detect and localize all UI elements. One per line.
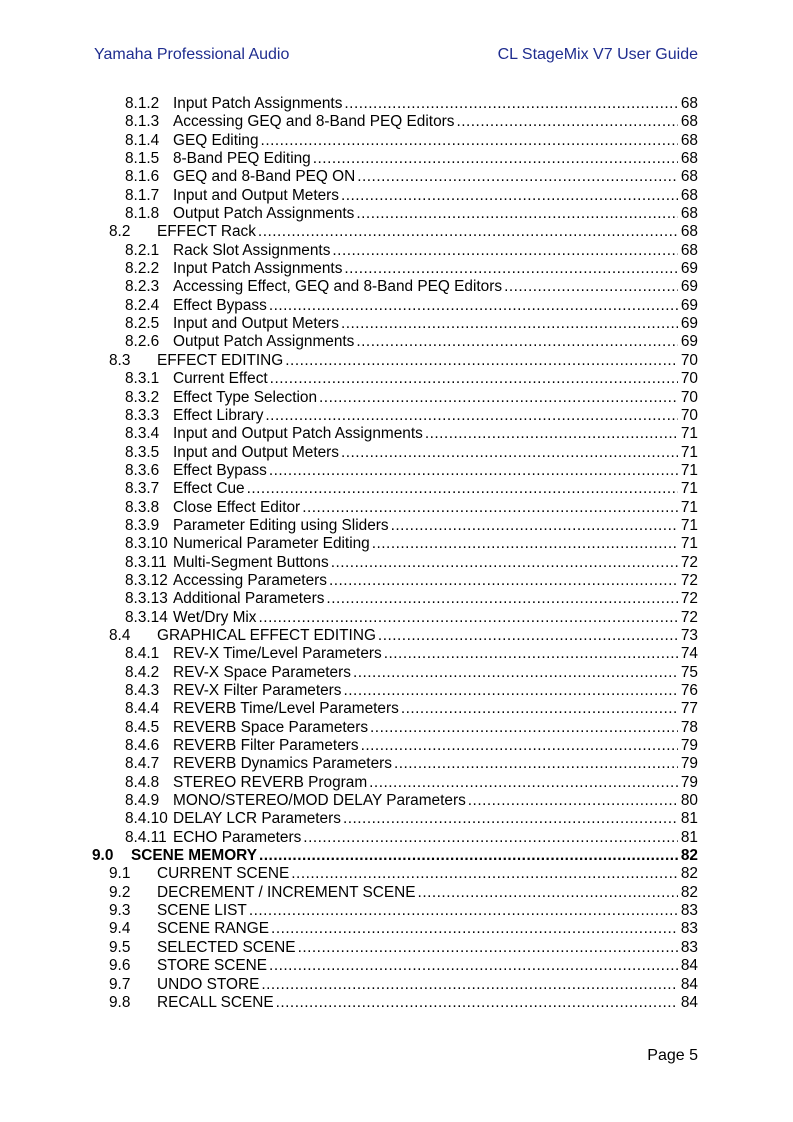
toc-entry-title: GEQ Editing [173, 131, 259, 149]
page-number: Page 5 [647, 1047, 698, 1064]
toc-dot-leader [331, 554, 678, 572]
toc-entry-page: 69 [680, 315, 698, 333]
toc-dot-leader [332, 242, 677, 260]
toc-entry-page: 68 [680, 223, 698, 241]
toc-entry[interactable] [92, 829, 698, 847]
toc-entry-title: UNDO STORE [157, 975, 260, 993]
toc-entry-number: 8.3.12 [125, 571, 168, 589]
toc-entry-number: 8.3 [109, 351, 131, 369]
toc-entry-page: 82 [680, 847, 698, 865]
toc-entry-number: 8.4 [109, 626, 131, 644]
toc-dot-leader [326, 590, 677, 608]
toc-entry-number: 8.3.10 [125, 535, 168, 553]
toc-entry-title: Effect Bypass [173, 461, 267, 479]
toc-dot-leader [344, 95, 677, 113]
toc-entry-title: Accessing Effect, GEQ and 8-Band PEQ Editors [173, 278, 503, 296]
toc-entry-number: 8.2.6 [125, 333, 160, 351]
toc-entry-number: 8.3.1 [125, 370, 160, 388]
toc-dot-leader [343, 810, 678, 828]
toc-entry-title: Output Patch Assignments [173, 205, 355, 223]
toc-entry-title: REV-X Space Parameters [173, 663, 351, 681]
toc-entry[interactable] [92, 572, 698, 590]
toc-entry-title: DECREMENT / INCREMENT SCENE [157, 883, 416, 901]
toc-entry[interactable] [92, 957, 698, 975]
toc-dot-leader [329, 572, 678, 590]
toc-entry-page: 70 [680, 370, 698, 388]
toc-entry-number: 8.4.5 [125, 718, 160, 736]
toc-entry-page: 84 [680, 975, 698, 993]
toc-entry-number: 8.4.4 [125, 700, 160, 718]
toc-entry-page: 78 [680, 718, 698, 736]
toc-dot-leader [384, 645, 678, 663]
toc-entry-title: Parameter Editing using Sliders [173, 516, 389, 534]
toc-entry-title: Output Patch Assignments [173, 333, 355, 351]
toc-entry[interactable] [92, 810, 698, 828]
toc-entry[interactable] [92, 609, 698, 627]
toc-dot-leader [372, 535, 678, 553]
toc-dot-leader [356, 205, 678, 223]
toc-entry-number: 9.1 [109, 865, 131, 883]
toc-dot-leader [302, 499, 678, 517]
toc-entry-number: 8.1.4 [125, 131, 160, 149]
toc-entry-page: 73 [680, 626, 698, 644]
toc-entry[interactable] [92, 187, 698, 205]
toc-entry-title: Effect Bypass [173, 296, 267, 314]
toc-entry-number: 8.2.2 [125, 260, 160, 278]
toc-entry-page: 79 [680, 773, 698, 791]
toc-entry[interactable] [92, 315, 698, 333]
toc-entry-number: 8.3.9 [125, 516, 160, 534]
toc-entry[interactable] [92, 205, 698, 223]
toc-dot-leader [370, 719, 678, 737]
toc-dot-leader [261, 976, 678, 994]
toc-entry-page: 84 [680, 993, 698, 1011]
toc-entry-page: 79 [680, 755, 698, 773]
toc-entry-title: Wet/Dry Mix [173, 608, 257, 626]
toc-entry-number: 8.4.1 [125, 645, 160, 663]
toc-entry-title: EFFECT EDITING [157, 351, 284, 369]
toc-entry-number: 9.7 [109, 975, 131, 993]
toc-dot-leader [319, 389, 678, 407]
toc-entry-page: 69 [680, 278, 698, 296]
toc-entry-title: REV-X Time/Level Parameters [173, 645, 382, 663]
toc-dot-leader [261, 132, 678, 150]
toc-entry-title: DELAY LCR Parameters [173, 810, 341, 828]
toc-entry-page: 69 [680, 296, 698, 314]
toc-entry[interactable] [92, 682, 698, 700]
toc-entry-title: Close Effect Editor [173, 498, 301, 516]
toc-entry-title: Input Patch Assignments [173, 95, 343, 112]
toc-entry-page: 68 [680, 186, 698, 204]
header-publisher: Yamaha Professional Audio [94, 46, 290, 63]
toc-dot-leader [269, 297, 678, 315]
toc-entry-title: SELECTED SCENE [157, 938, 296, 956]
toc-dot-leader [401, 700, 678, 718]
toc-dot-leader [285, 352, 678, 370]
toc-entry-number: 8.1.6 [125, 168, 160, 186]
toc-entry-page: 68 [680, 205, 698, 223]
toc-dot-leader [504, 278, 678, 296]
toc-entry-title: EFFECT Rack [157, 223, 256, 241]
toc-entry-title: STEREO REVERB Program [173, 773, 368, 791]
toc-dot-leader [270, 370, 678, 388]
toc-dot-leader [258, 223, 678, 241]
toc-entry[interactable] [92, 865, 698, 883]
toc-entry[interactable] [92, 462, 698, 480]
toc-dot-leader [291, 865, 678, 883]
toc-entry[interactable] [92, 407, 698, 425]
toc-dot-leader [418, 884, 678, 902]
toc-entry-page: 71 [680, 516, 698, 534]
toc-dot-leader [361, 737, 678, 755]
toc-entry[interactable] [92, 755, 698, 773]
toc-entry-number: 8.1.2 [125, 95, 160, 112]
toc-entry[interactable] [92, 444, 698, 462]
toc-entry-page: 76 [680, 682, 698, 699]
toc-dot-leader [425, 425, 678, 443]
toc-entry-title: Effect Type Selection [173, 388, 318, 406]
toc-entry-page: 69 [680, 333, 698, 351]
toc-dot-leader [341, 187, 678, 205]
toc-dot-leader [357, 168, 678, 186]
toc-dot-leader [265, 407, 677, 425]
toc-dot-leader [249, 902, 678, 920]
toc-entry[interactable] [92, 535, 698, 553]
toc-entry-page: 68 [680, 131, 698, 149]
toc-entry-title: STORE SCENE [157, 957, 268, 975]
toc-entry-title: SCENE RANGE [157, 920, 270, 938]
toc-entry[interactable] [92, 132, 698, 150]
toc-entry[interactable] [92, 737, 698, 755]
toc-entry-number: 9.8 [109, 993, 131, 1011]
toc-entry-page: 69 [680, 260, 698, 278]
toc-entry-page: 83 [680, 902, 698, 920]
toc-entry[interactable] [92, 95, 698, 113]
toc-entry[interactable] [92, 223, 698, 241]
toc-entry[interactable] [92, 884, 698, 902]
table-of-contents [92, 95, 698, 1012]
toc-entry[interactable] [92, 590, 698, 608]
toc-entry-page: 72 [680, 553, 698, 571]
toc-entry-number: 9.3 [109, 902, 131, 920]
toc-entry-page: 71 [680, 535, 698, 553]
toc-entry[interactable] [92, 113, 698, 131]
toc-entry[interactable] [92, 774, 698, 792]
toc-entry-title: REVERB Filter Parameters [173, 737, 359, 755]
toc-entry-title: MONO/STEREO/MOD DELAY Parameters [173, 792, 466, 810]
toc-entry-page: 72 [680, 590, 698, 608]
toc-entry-number: 8.3.14 [125, 608, 168, 626]
toc-entry[interactable] [92, 242, 698, 260]
toc-entry-number: 8.3.2 [125, 388, 160, 406]
toc-dot-leader [259, 609, 678, 627]
toc-dot-leader [394, 755, 678, 773]
toc-entry-title: SCENE MEMORY [131, 847, 257, 865]
toc-entry-page: 83 [680, 938, 698, 956]
toc-entry[interactable] [92, 902, 698, 920]
toc-entry-title: Effect Cue [173, 480, 245, 498]
toc-entry-number: 9.2 [109, 883, 131, 901]
toc-entry-title: REVERB Time/Level Parameters [173, 700, 399, 718]
toc-entry-number: 8.4.8 [125, 773, 160, 791]
toc-entry-title: GEQ and 8-Band PEQ ON [173, 168, 356, 186]
toc-entry-title: Input Patch Assignments [173, 260, 343, 278]
toc-entry-number: 9.6 [109, 957, 131, 975]
toc-entry-number: 9.5 [109, 938, 131, 956]
toc-entry-title: RECALL SCENE [157, 993, 274, 1011]
toc-entry[interactable] [92, 517, 698, 535]
toc-entry-page: 71 [680, 461, 698, 479]
toc-entry-title: Effect Library [173, 406, 264, 424]
toc-entry-number: 8.4.7 [125, 755, 160, 773]
toc-entry-number: 9.0 [92, 847, 114, 865]
toc-entry-page: 68 [680, 95, 698, 112]
toc-entry-number: 8.3.13 [125, 590, 168, 608]
toc-entry-page: 77 [680, 700, 698, 718]
toc-entry-title: Input and Output Meters [173, 186, 339, 204]
toc-entry-number: 8.3.6 [125, 461, 160, 479]
toc-entry-number: 8.4.2 [125, 663, 160, 681]
toc-entry-number: 8.2.4 [125, 296, 160, 314]
toc-entry-number: 8.3.11 [125, 553, 167, 571]
toc-entry[interactable] [92, 352, 698, 370]
toc-entry-number: 8.1.3 [125, 113, 160, 131]
toc-entry[interactable] [92, 333, 698, 351]
toc-entry[interactable] [92, 425, 698, 443]
toc-entry-number: 8.1.5 [125, 150, 160, 168]
toc-entry-page: 75 [680, 663, 698, 681]
toc-entry-number: 8.2 [109, 223, 131, 241]
toc-dot-leader [269, 957, 678, 975]
toc-entry[interactable] [92, 627, 698, 645]
toc-entry-number: 8.3.5 [125, 443, 160, 461]
header-document-title: CL StageMix V7 User Guide [497, 46, 698, 63]
toc-dot-leader [344, 260, 677, 278]
toc-entry-page: 68 [680, 168, 698, 186]
toc-entry[interactable] [92, 939, 698, 957]
toc-dot-leader [456, 113, 677, 131]
toc-entry-page: 81 [680, 810, 698, 828]
toc-entry[interactable] [92, 480, 698, 498]
toc-entry-page: 80 [680, 792, 698, 810]
toc-entry[interactable] [92, 370, 698, 388]
toc-dot-leader [391, 517, 678, 535]
toc-entry[interactable] [92, 719, 698, 737]
toc-entry[interactable] [92, 150, 698, 168]
toc-entry-title: Current Effect [173, 370, 268, 388]
toc-dot-leader [269, 462, 678, 480]
toc-dot-leader [344, 682, 678, 700]
toc-entry-number: 8.3.4 [125, 425, 160, 443]
toc-entry-page: 82 [680, 865, 698, 883]
toc-entry-title: Accessing GEQ and 8-Band PEQ Editors [173, 113, 455, 131]
toc-entry-title: SCENE LIST [157, 902, 247, 920]
toc-entry-page: 71 [680, 443, 698, 461]
toc-entry-number: 8.1.7 [125, 186, 160, 204]
toc-dot-leader [341, 315, 678, 333]
toc-entry-page: 74 [680, 645, 698, 663]
toc-entry-page: 72 [680, 571, 698, 589]
toc-entry-title: Numerical Parameter Editing [173, 535, 370, 553]
toc-entry-number: 8.2.5 [125, 315, 160, 333]
toc-entry-number: 8.4.6 [125, 737, 160, 755]
toc-entry-page: 70 [680, 388, 698, 406]
toc-entry[interactable] [92, 847, 698, 865]
toc-entry-page: 70 [680, 406, 698, 424]
toc-dot-leader [341, 444, 678, 462]
toc-entry-page: 71 [680, 498, 698, 516]
toc-dot-leader [356, 333, 678, 351]
toc-entry-page: 81 [680, 828, 698, 846]
toc-entry[interactable] [92, 994, 698, 1012]
toc-dot-leader [271, 920, 678, 938]
toc-entry[interactable] [92, 920, 698, 938]
toc-entry-title: GRAPHICAL EFFECT EDITING [157, 626, 376, 644]
toc-entry[interactable] [92, 260, 698, 278]
toc-entry-title: Additional Parameters [173, 590, 325, 608]
toc-entry-title: Multi-Segment Buttons [173, 553, 329, 571]
toc-entry-number: 8.2.1 [125, 241, 160, 259]
toc-dot-leader [298, 939, 678, 957]
toc-entry-page: 84 [680, 957, 698, 975]
toc-entry-page: 70 [680, 351, 698, 369]
toc-entry[interactable] [92, 700, 698, 718]
toc-entry-number: 8.2.3 [125, 278, 160, 296]
toc-entry-title: Input and Output Meters [173, 443, 339, 461]
toc-entry[interactable] [92, 554, 698, 572]
toc-dot-leader [353, 664, 678, 682]
toc-entry-number: 8.3.7 [125, 480, 160, 498]
toc-dot-leader [369, 774, 678, 792]
toc-entry-page: 72 [680, 608, 698, 626]
toc-entry[interactable] [92, 499, 698, 517]
toc-entry-number: 9.4 [109, 920, 131, 938]
toc-entry[interactable] [92, 792, 698, 810]
toc-entry[interactable] [92, 297, 698, 315]
toc-dot-leader [378, 627, 678, 645]
toc-entry-page: 82 [680, 883, 698, 901]
toc-dot-leader [247, 480, 678, 498]
toc-dot-leader [276, 994, 678, 1012]
toc-dot-leader [303, 829, 678, 847]
toc-entry[interactable] [92, 976, 698, 994]
toc-entry-page: 71 [680, 425, 698, 443]
toc-entry-number: 8.1.8 [125, 205, 160, 223]
toc-entry-title: REVERB Space Parameters [173, 718, 369, 736]
toc-entry-title: REVERB Dynamics Parameters [173, 755, 392, 773]
toc-entry-number: 8.4.10 [125, 810, 168, 828]
toc-entry[interactable] [92, 645, 698, 663]
toc-entry-number: 8.3.8 [125, 498, 160, 516]
toc-entry-page: 83 [680, 920, 698, 938]
toc-entry-number: 8.3.3 [125, 406, 160, 424]
toc-entry-number: 8.4.3 [125, 682, 160, 699]
toc-entry[interactable] [92, 389, 698, 407]
toc-entry-page: 68 [680, 241, 698, 259]
toc-entry-page: 68 [680, 113, 698, 131]
toc-entry-title: Input and Output Meters [173, 315, 339, 333]
toc-entry-title: Input and Output Patch Assignments [173, 425, 423, 443]
toc-entry-page: 71 [680, 480, 698, 498]
toc-entry-page: 79 [680, 737, 698, 755]
toc-entry-title: Accessing Parameters [173, 571, 327, 589]
toc-entry-number: 8.4.11 [125, 828, 167, 846]
toc-dot-leader [313, 150, 678, 168]
toc-entry-title: CURRENT SCENE [157, 865, 290, 883]
toc-entry-page: 68 [680, 150, 698, 168]
toc-entry-title: 8-Band PEQ Editing [173, 150, 311, 168]
toc-entry[interactable] [92, 278, 698, 296]
toc-entry-title: ECHO Parameters [173, 828, 302, 846]
toc-dot-leader [259, 847, 678, 865]
toc-entry-title: REV-X Filter Parameters [173, 682, 342, 699]
toc-entry-number: 8.4.9 [125, 792, 160, 810]
toc-entry[interactable] [92, 664, 698, 682]
toc-dot-leader [468, 792, 678, 810]
toc-entry-title: Rack Slot Assignments [173, 241, 331, 259]
toc-entry[interactable] [92, 168, 698, 186]
